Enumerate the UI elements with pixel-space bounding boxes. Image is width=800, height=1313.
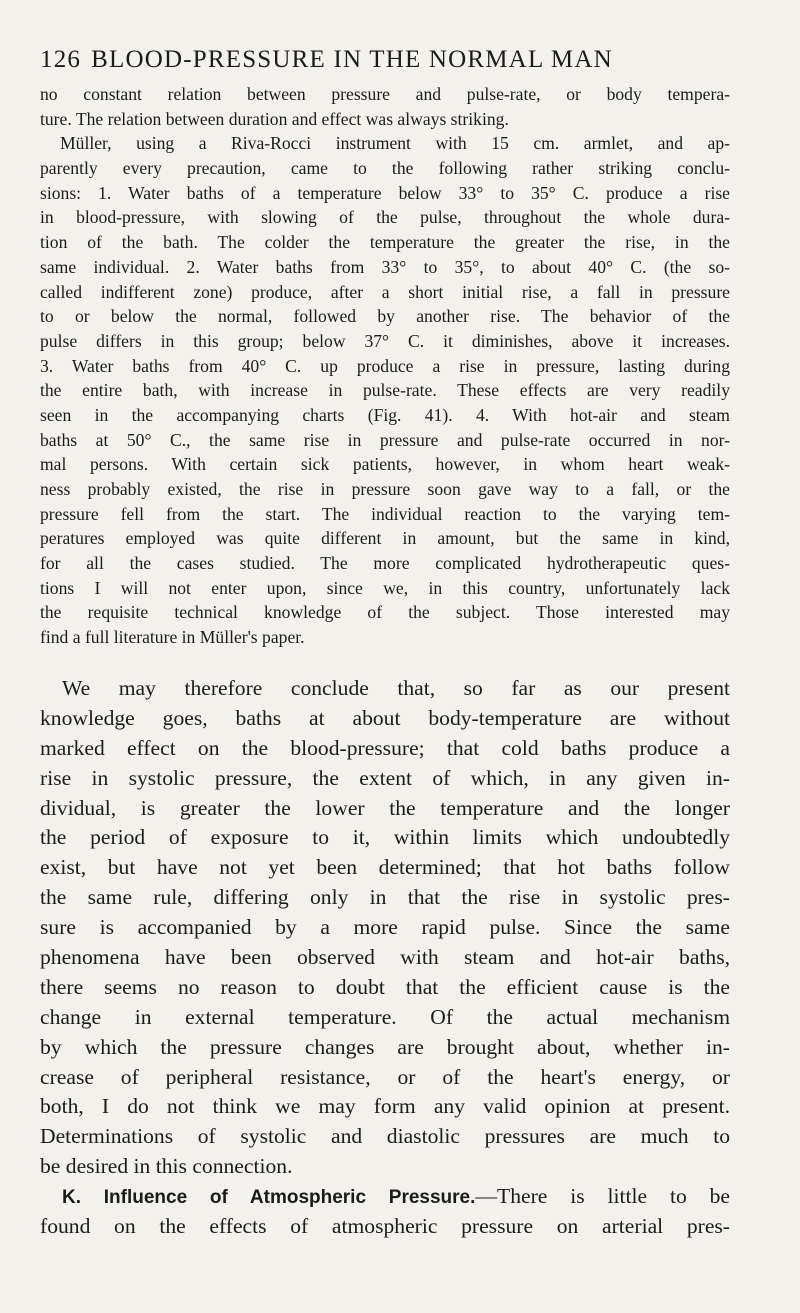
text-line: ture. The relation between duration and effect was always striking.: [40, 108, 509, 129]
text-line: the requisite technical knowledge of the subject. Those interested may: [40, 602, 730, 623]
text-line: the period of exposure to it, within limits which undoubtedly: [40, 825, 730, 850]
text-line: change in external temperature. Of the actual mechanism: [40, 1004, 730, 1029]
text-line: ness probably existed, the rise in pressure soon gave way to a fall, or the: [40, 479, 730, 499]
text-line: be desired in this connection.: [40, 1154, 293, 1179]
section-heading: K. Influence of Atmospheric Pressure.: [62, 1187, 476, 1209]
text-line: called indifferent zone) produce, after a short initial rise, a fall in pressure: [40, 281, 730, 302]
text-line: mal persons. With certain sick patients, however, in whom heart weak-: [40, 454, 730, 475]
text-line: tion of the bath. The colder the temperature the greater the rise, in the: [40, 232, 730, 253]
text-line: sions: 1. Water baths of a temperature below 33° to 35° C. produce a rise: [40, 182, 730, 203]
text-line: peratures employed was quite different in amount, but the same in kind,: [40, 528, 730, 549]
text-line: We may therefore conclude that, so far as our present: [62, 676, 730, 700]
text-line: no constant relation between pressure and pulse-rate, or body tempera-: [40, 84, 730, 104]
text-line: same individual. 2. Water baths from 33° to 35°, to about 40° C. (the so-: [40, 256, 730, 277]
text-line: crease of peripheral resistance, or of the heart's energy, or: [40, 1064, 730, 1089]
text-line: found on the effects of atmospheric pressure on arterial pres-: [40, 1214, 730, 1239]
text-line: to or below the normal, followed by another rise. The behavior of the: [40, 306, 730, 327]
section-k-first-line: [40, 1182, 730, 1212]
text-line: Müller, using a Riva-Rocci instrument with 15 cm. armlet, and ap-: [60, 133, 730, 154]
text-line: pulse differs in this group; below 37° C. it diminishes, above it increases.: [40, 330, 730, 351]
text-line: pressure fell from the start. The individual reaction to the varying tem-: [40, 503, 730, 524]
text-line: tions I will not enter upon, since we, in this country, unfortunately lack: [40, 577, 730, 598]
text-line: by which the pressure changes are brought about, whether in-: [40, 1034, 730, 1059]
text-line: parently every precaution, came to the following rather striking conclu-: [40, 158, 730, 179]
conclusion-paragraph: [40, 674, 730, 1242]
text-line: there seems no reason to doubt that the efficient cause is the: [40, 974, 730, 999]
page-number: 126: [40, 46, 82, 73]
section-text: —There is little to be: [475, 1184, 731, 1209]
text-line: dividual, is greater the lower the temperature and the longer: [40, 795, 730, 820]
text-line: knowledge goes, baths at about body-temperature are without: [40, 705, 730, 730]
text-line: 3. Water baths from 40° C. up produce a rise in pressure, lasting during: [40, 355, 730, 376]
text-line: rise in systolic pressure, the extent of which, in any given in-: [40, 765, 730, 790]
text-line: phenomena have been observed with steam and hot-air baths,: [40, 945, 730, 970]
text-line: the same rule, differing only in that the rise in systolic pres-: [40, 885, 730, 910]
text-line: Determinations of systolic and diastolic pressures are much to: [40, 1124, 730, 1149]
text-line: in blood-pressure, with slowing of the pulse, throughout the whole dura-: [40, 207, 730, 228]
text-line: exist, but have not yet been determined; that hot baths follow: [40, 855, 730, 880]
text-line: seen in the accompanying charts (Fig. 41). 4. With hot-air and steam: [40, 404, 730, 425]
text-line: sure is accompanied by a more rapid pulse. Since the same: [40, 915, 730, 940]
text-line: both, I do not think we may form any valid opinion at present.: [40, 1094, 730, 1119]
text-line: the entire bath, with increase in pulse-rate. These effects are very readily: [40, 380, 730, 401]
running-head: [40, 46, 730, 74]
text-line: marked effect on the blood-pressure; that cold baths produce a: [40, 735, 730, 760]
text-line: find a full literature in Müller's paper.: [40, 627, 305, 648]
paragraph-continuation: [40, 82, 730, 650]
text-line: for all the cases studied. The more complicated hydrotherapeutic ques-: [40, 553, 730, 574]
text-line: baths at 50° C., the same rise in pressure and pulse-rate occurred in nor-: [40, 429, 730, 450]
running-title: BLOOD-PRESSURE IN THE NORMAL MAN: [91, 46, 613, 73]
